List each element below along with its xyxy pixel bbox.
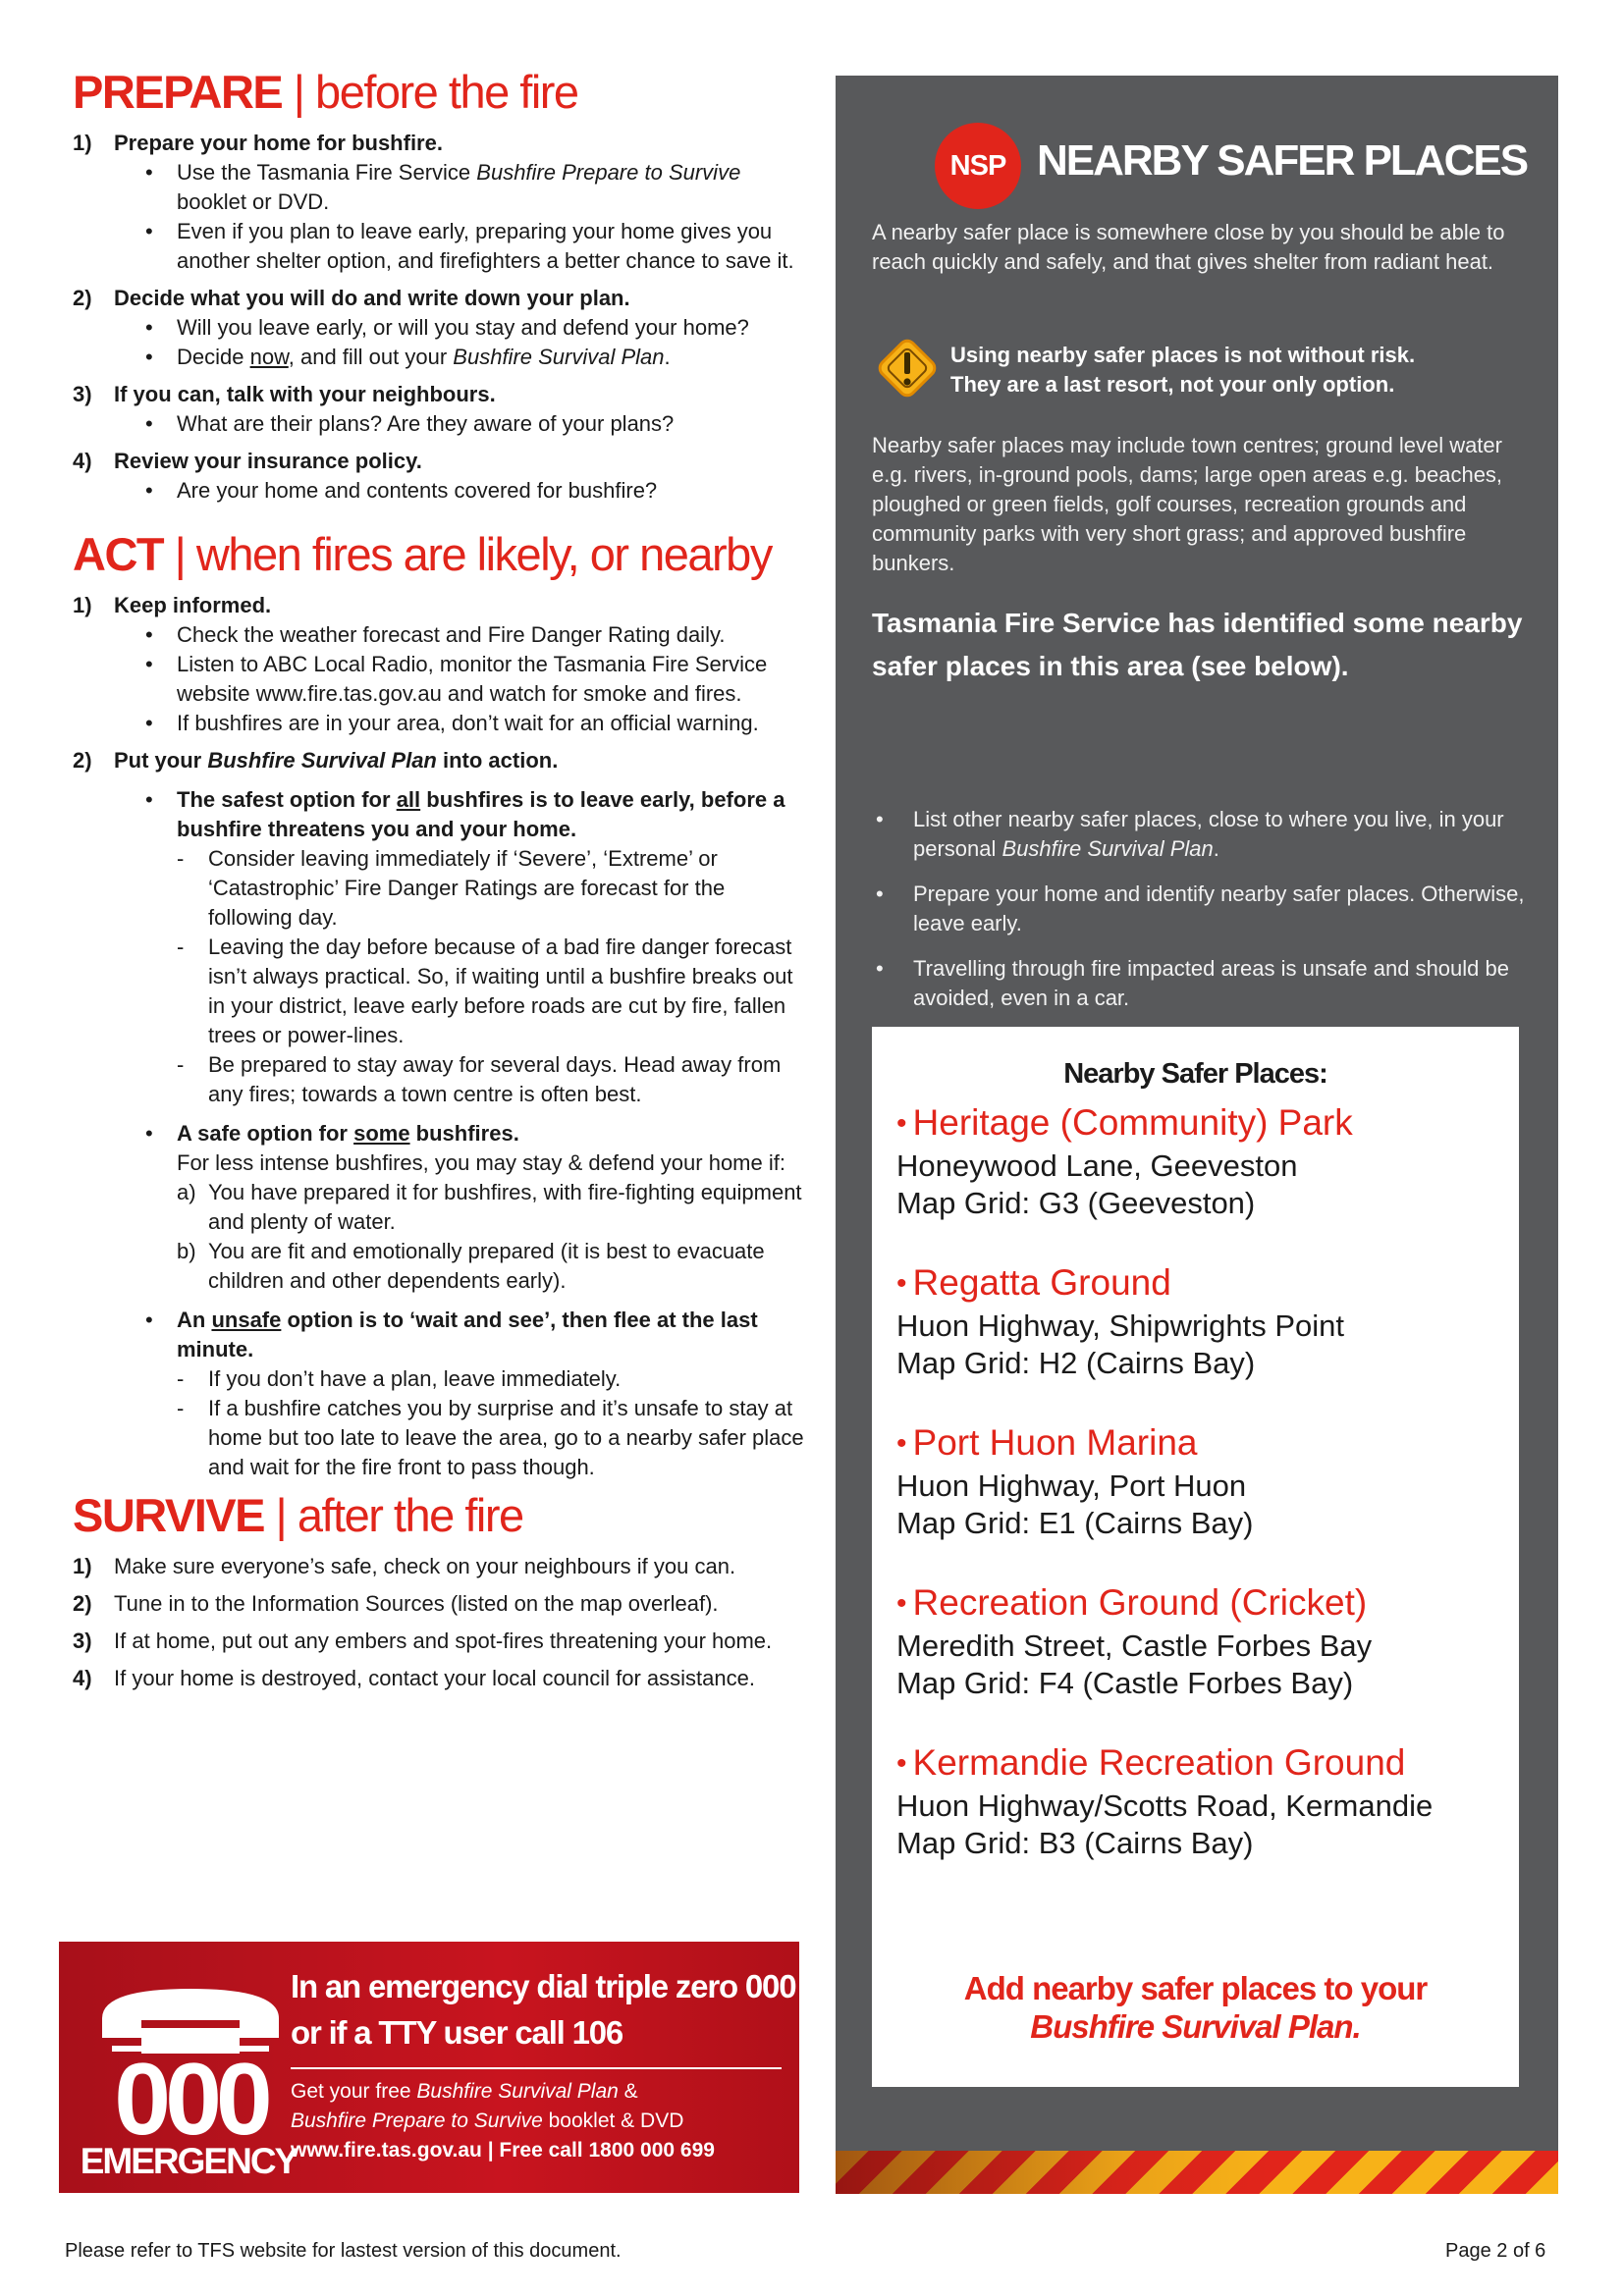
text: booklet & DVD: [542, 2109, 684, 2132]
list-item: [145, 476, 809, 506]
item-number: 2): [73, 286, 92, 310]
act-item-1: [73, 591, 809, 738]
nsp-badge-icon: NSP: [935, 123, 1021, 209]
prepare-heading-bold: PREPARE: [73, 66, 283, 118]
option-heading: [177, 1308, 758, 1362]
item-heading: Decide what you will do and write down your plan.: [114, 286, 630, 310]
divider: [291, 2067, 782, 2069]
info-line-1: [291, 2077, 715, 2107]
emphasis: Bushfire Survival Plan: [1001, 836, 1214, 861]
item-number: 1): [73, 131, 92, 155]
safer-place-item: [896, 1101, 1525, 1222]
item-letter: b): [177, 1239, 196, 1263]
item-heading: Keep informed.: [114, 593, 272, 617]
emphasis: Bushfire Prepare to Survive: [476, 160, 741, 185]
place-map-grid: Map Grid: G3 (Geeveston): [896, 1186, 1256, 1220]
warning-line-1: Using nearby safer places is not without risk.: [950, 343, 1416, 367]
option-stay-defend: [145, 1119, 809, 1296]
place-map-grid: Map Grid: F4 (Castle Forbes Bay): [896, 1666, 1354, 1700]
underline-text: now: [249, 345, 289, 369]
text: Will you leave early, or will you stay and defend your home?: [177, 315, 749, 340]
item-number: 1): [73, 593, 92, 617]
option-text: For less intense bushfires, you may stay & defend your home if:: [177, 1150, 785, 1175]
survive-heading: [73, 1489, 809, 1541]
prepare-item-3: [73, 380, 809, 439]
place-address: Huon Highway, Port Huon: [896, 1468, 1247, 1503]
place-address: Huon Highway, Shipwrights Point: [896, 1308, 1345, 1343]
item-text: Make sure everyone’s safe, check on your neighbours if you can.: [114, 1554, 736, 1578]
underline-text: some: [353, 1121, 410, 1146]
list-item: [177, 1237, 809, 1296]
text: Regatta Ground: [912, 1262, 1171, 1303]
emergency-line-1: In an emergency dial triple zero 000: [291, 1968, 796, 2004]
safer-place-item: [896, 1581, 1525, 1702]
list-item: [145, 343, 809, 372]
survive-item-3: [73, 1627, 809, 1656]
text: You are fit and emotionally prepared (it is best to evacuate children and other dependents early).: [208, 1239, 765, 1293]
prepare-item-4: [73, 447, 809, 506]
item-text: If your home is destroyed, contact your local council for assistance.: [114, 1666, 755, 1690]
nearby-safer-places-panel: [836, 76, 1558, 2194]
list-item: - Leaving the day before because of a bad fire danger forecast isn’t always practical. So, if waiting until a bushfire breaks out in your district, leave early before roads are cut by fire, fallen trees or power-lines.: [177, 933, 809, 1050]
item-number: 3): [73, 382, 92, 406]
emphasis: Bushfire Prepare to Survive: [291, 2109, 543, 2132]
emergency-info: [291, 2077, 715, 2165]
text: You have prepared it for bushfires, with fire-fighting equipment and plenty of water.: [208, 1180, 802, 1234]
prepare-item-2: [73, 284, 809, 372]
panel-intro: A nearby safer place is somewhere close by you should be able to reach quickly and safely, and that gives shelter from radiant heat.: [872, 220, 1505, 274]
item-heading: Review your insurance policy.: [114, 449, 422, 473]
text: Port Huon Marina: [912, 1422, 1198, 1463]
survive-item-4: [73, 1664, 809, 1693]
alpha-list: [177, 1178, 809, 1296]
text: A safe option for: [177, 1121, 354, 1146]
safer-place-item: [896, 1261, 1525, 1382]
text: into action.: [436, 748, 559, 773]
option-heading: [177, 1121, 519, 1146]
underline-text: unsafe: [211, 1308, 282, 1332]
list-item: - If a bushfire catches you by surprise and it’s unsafe to stay at home but too late to leave the area, go to a nearby safer place and wait for the fire front to pass though.: [177, 1394, 809, 1482]
logo-word: EMERGENCY: [80, 2141, 298, 2175]
place-map-grid: Map Grid: H2 (Cairns Bay): [896, 1346, 1256, 1380]
info-line-2: [291, 2107, 715, 2136]
left-column: [73, 66, 809, 1701]
act-list: [73, 591, 809, 1482]
list-item: - Be prepared to stay away for several days. Head away from any fires; towards a town centre is often best.: [177, 1050, 809, 1109]
warning-line-2: They are a last resort, not your only option.: [950, 372, 1395, 397]
warning-callout: [872, 333, 1540, 411]
act-heading-rest: | when fires are likely, or nearby: [163, 528, 772, 580]
list-item: - If you don’t have a plan, leave immediately.: [177, 1364, 809, 1394]
emphasis: Bushfire Survival Plan: [453, 345, 665, 369]
dash-list: [177, 1364, 809, 1482]
bullet-list: [114, 158, 809, 276]
list-item: • Listen to ABC Local Radio, monitor the Tasmania Fire Service website www.fire.tas.gov.au and watch for smoke and fires.: [145, 650, 809, 709]
hazard-stripes-shade: [836, 2151, 1558, 2194]
place-address: Huon Highway/Scotts Road, Kermandie: [896, 1789, 1434, 1823]
text: Put your: [114, 748, 208, 773]
bullet-list: [114, 476, 809, 506]
emergency-line-2: or if a TTY user call 106: [291, 2014, 623, 2051]
item-number: 1): [73, 1554, 92, 1578]
item-letter: a): [177, 1180, 196, 1204]
panel-examples: Nearby safer places may include town centres; ground level water e.g. rivers, in-ground pools, dams; large open areas e.g. beaches, ploughed or green fields, golf courses, recreation grounds and community parks with very short grass; and approved bushfire bunkers.: [872, 433, 1503, 575]
item-heading: If you can, talk with your neighbours.: [114, 382, 496, 406]
safer-places-footer: [872, 1969, 1519, 2046]
warning-text: [950, 341, 1415, 400]
list-item: [145, 158, 809, 217]
list-item: [145, 409, 809, 439]
prepare-list: [73, 129, 809, 506]
bullet-icon: •: [896, 1747, 907, 1780]
list-item: • If bushfires are in your area, don’t wait for an official warning.: [145, 709, 809, 738]
bullet-list: [114, 620, 809, 738]
panel-bullets: [872, 805, 1540, 1029]
emphasis: Bushfire Survival Plan.: [1030, 2008, 1361, 2045]
emergency-phone-logo: [73, 1959, 308, 2175]
list-item: [145, 313, 809, 343]
place-map-grid: Map Grid: B3 (Cairns Bay): [896, 1826, 1254, 1860]
emphasis: Bushfire Survival Plan: [416, 2080, 619, 2103]
option-wait-and-see: [145, 1306, 809, 1482]
text: List other nearby safer places, close to where you live, in your personal: [913, 807, 1504, 861]
text: Use the Tasmania Fire Service: [177, 160, 477, 185]
text: bushfires is to leave early, before a bushfire threatens you and your home.: [177, 787, 785, 841]
text: Even if you plan to leave early, preparing your home gives you another shelter option, and firefighters a better chance to save it.: [177, 219, 794, 273]
item-heading: [114, 748, 558, 773]
item-text: Tune in to the Information Sources (listed on the map overleaf).: [114, 1591, 719, 1616]
bullet-icon: •: [896, 1267, 907, 1300]
warning-icon: [872, 333, 943, 403]
survive-list: [73, 1552, 809, 1693]
survive-heading-rest: | after the fire: [264, 1489, 523, 1541]
text: bushfires.: [409, 1121, 519, 1146]
tfs-note: Tasmania Fire Service has identified some nearby safer places in this area (see below).: [872, 608, 1523, 681]
bullet-icon: •: [896, 1587, 907, 1620]
bullet-list: [114, 409, 809, 439]
text: .: [1213, 836, 1219, 861]
text: What are their plans? Are they aware of your plans?: [177, 411, 675, 436]
act-heading-bold: ACT: [73, 528, 164, 580]
place-name: [896, 1581, 1525, 1628]
item-number: 4): [73, 449, 92, 473]
item-number: 4): [73, 1666, 92, 1690]
bullet-icon: •: [896, 1107, 907, 1140]
text: The safest option for: [177, 787, 397, 812]
safer-places-title: Nearby Safer Places:: [1063, 1058, 1327, 1090]
text: .: [664, 345, 671, 369]
act-item-2: [73, 746, 809, 1482]
prepare-heading-rest: | before the fire: [282, 66, 578, 118]
list-item: [145, 217, 809, 276]
list-item: • Travelling through fire impacted areas is unsafe and should be avoided, even in a car.: [872, 954, 1540, 1013]
emphasis: Bushfire Survival Plan: [207, 748, 437, 773]
safer-places-box: [872, 1027, 1519, 2087]
bullet-list: [114, 313, 809, 372]
place-address: Meredith Street, Castle Forbes Bay: [896, 1629, 1373, 1663]
text: Get your free: [291, 2080, 417, 2103]
text: option is to ‘wait and see’, then flee at the last minute.: [177, 1308, 758, 1362]
list-item: [872, 805, 1540, 864]
item-number: 2): [73, 748, 92, 773]
survive-heading-bold: SURVIVE: [73, 1489, 264, 1541]
emergency-call-text: [291, 1963, 795, 2056]
list-item: • Check the weather forecast and Fire Danger Rating daily.: [145, 620, 809, 650]
item-number: 3): [73, 1629, 92, 1653]
safer-place-item: [896, 1421, 1525, 1542]
logo-number: 000: [114, 2043, 267, 2157]
survive-item-1: [73, 1552, 809, 1581]
place-name: [896, 1261, 1525, 1308]
footer-note: Please refer to TFS website for lastest version of this document.: [65, 2240, 622, 2262]
text: Recreation Ground (Cricket): [912, 1582, 1368, 1623]
footer-line-1: Add nearby safer places to your: [963, 1970, 1428, 2006]
list-item: • Prepare your home and identify nearby safer places. Otherwise, leave early.: [872, 880, 1540, 938]
act-heading: [73, 528, 809, 580]
emergency-banner: [59, 1942, 799, 2193]
bullet-icon: •: [896, 1427, 907, 1460]
survive-item-2: [73, 1589, 809, 1619]
place-name: [896, 1421, 1525, 1468]
text: Kermandie Recreation Ground: [912, 1742, 1406, 1783]
list-item: - Consider leaving immediately if ‘Severe’, ‘Extreme’ or ‘Catastrophic’ Fire Danger Ratings are forecast for the following day.: [177, 844, 809, 933]
text: Decide: [177, 345, 250, 369]
text: An: [177, 1308, 212, 1332]
option-leave-early: [145, 785, 809, 1109]
item-number: 2): [73, 1591, 92, 1616]
dash-list: [177, 844, 809, 1109]
safer-place-item: [896, 1741, 1525, 1862]
text: &: [618, 2080, 638, 2103]
website-and-phone[interactable]: www.fire.tas.gov.au | Free call 1800 000 699: [291, 2139, 715, 2162]
text: , and fill out your: [288, 345, 454, 369]
place-map-grid: Map Grid: E1 (Cairns Bay): [896, 1506, 1254, 1540]
footer-line-2: [872, 2007, 1519, 2046]
place-address: Honeywood Lane, Geeveston: [896, 1148, 1298, 1183]
option-list: [114, 785, 809, 1482]
place-name: [896, 1101, 1525, 1148]
prepare-heading: [73, 66, 809, 118]
text: Are your home and contents covered for bushfire?: [177, 478, 658, 503]
item-heading: Prepare your home for bushfire.: [114, 131, 443, 155]
prepare-item-1: [73, 129, 809, 276]
list-item: [177, 1178, 809, 1237]
item-text: If at home, put out any embers and spot-fires threatening your home.: [114, 1629, 773, 1653]
underline-text: all: [396, 787, 421, 812]
place-name: [896, 1741, 1525, 1788]
option-heading: [177, 787, 785, 841]
panel-title: NEARBY SAFER PLACES: [1037, 136, 1528, 185]
page-number: Page 2 of 6: [1445, 2240, 1546, 2262]
text: Heritage (Community) Park: [912, 1102, 1353, 1143]
text: booklet or DVD.: [177, 189, 330, 214]
